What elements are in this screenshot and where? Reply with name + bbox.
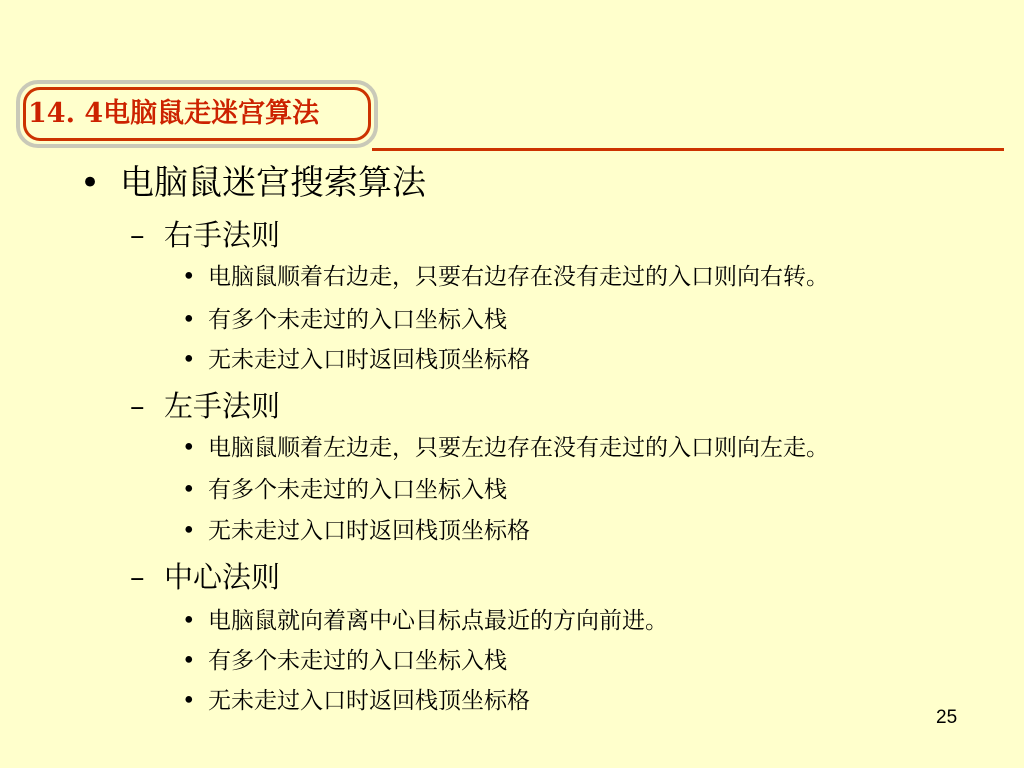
list-item-text: 电脑鼠顺着右边走，只要右边存在没有走过的入口则向右转。 [208,264,829,290]
dash-marker: – [130,218,145,252]
bullet-marker: • [182,477,196,503]
rule-label: 左手法则 [164,389,281,423]
list-item [182,345,530,375]
bullet-marker: • [182,648,196,674]
rule-center [130,559,280,595]
list-item [182,433,829,463]
list-item-text: 无未走过入口时返回栈顶坐标格 [208,518,530,544]
list-item-text: 电脑鼠就向着离中心目标点最近的方向前进。 [208,608,668,634]
bullet-marker: • [182,688,196,714]
list-item [182,646,507,676]
bullet-marker: • [182,435,196,461]
list-item-text: 有多个未走过的入口坐标入栈 [208,648,507,674]
slide-title: 14. 4电脑鼠走迷宫算法 [28,98,320,129]
bullet-marker: • [182,518,196,544]
list-item-text: 有多个未走过的入口坐标入栈 [208,307,507,333]
rule-label: 中心法则 [164,560,281,594]
dash-marker: – [130,389,145,423]
bullet-marker: • [182,264,196,290]
list-item [182,606,668,636]
list-item-text: 有多个未走过的入口坐标入栈 [208,477,507,503]
page-number: 25 [936,707,958,728]
list-item [182,686,530,716]
list-item [182,475,507,505]
dash-marker: – [130,560,145,594]
list-item-text: 无未走过入口时返回栈顶坐标格 [208,347,530,373]
title-rule [372,148,1004,151]
bullet-marker: • [182,608,196,634]
list-item [182,305,507,335]
rule-right-hand [130,217,280,253]
bullet-marker: • [182,347,196,373]
list-item [182,262,829,292]
bullet-marker: • [80,163,101,203]
rule-label: 右手法则 [164,218,281,252]
rule-left-hand [130,388,280,424]
list-item-text: 无未走过入口时返回栈顶坐标格 [208,688,530,714]
list-item-text: 电脑鼠顺着左边走，只要左边存在没有走过的入口则向左走。 [208,435,829,461]
bullet-marker: • [182,307,196,333]
main-heading: 电脑鼠迷宫搜索算法 [120,163,426,203]
list-item [182,516,530,546]
main-bullet [80,163,426,203]
